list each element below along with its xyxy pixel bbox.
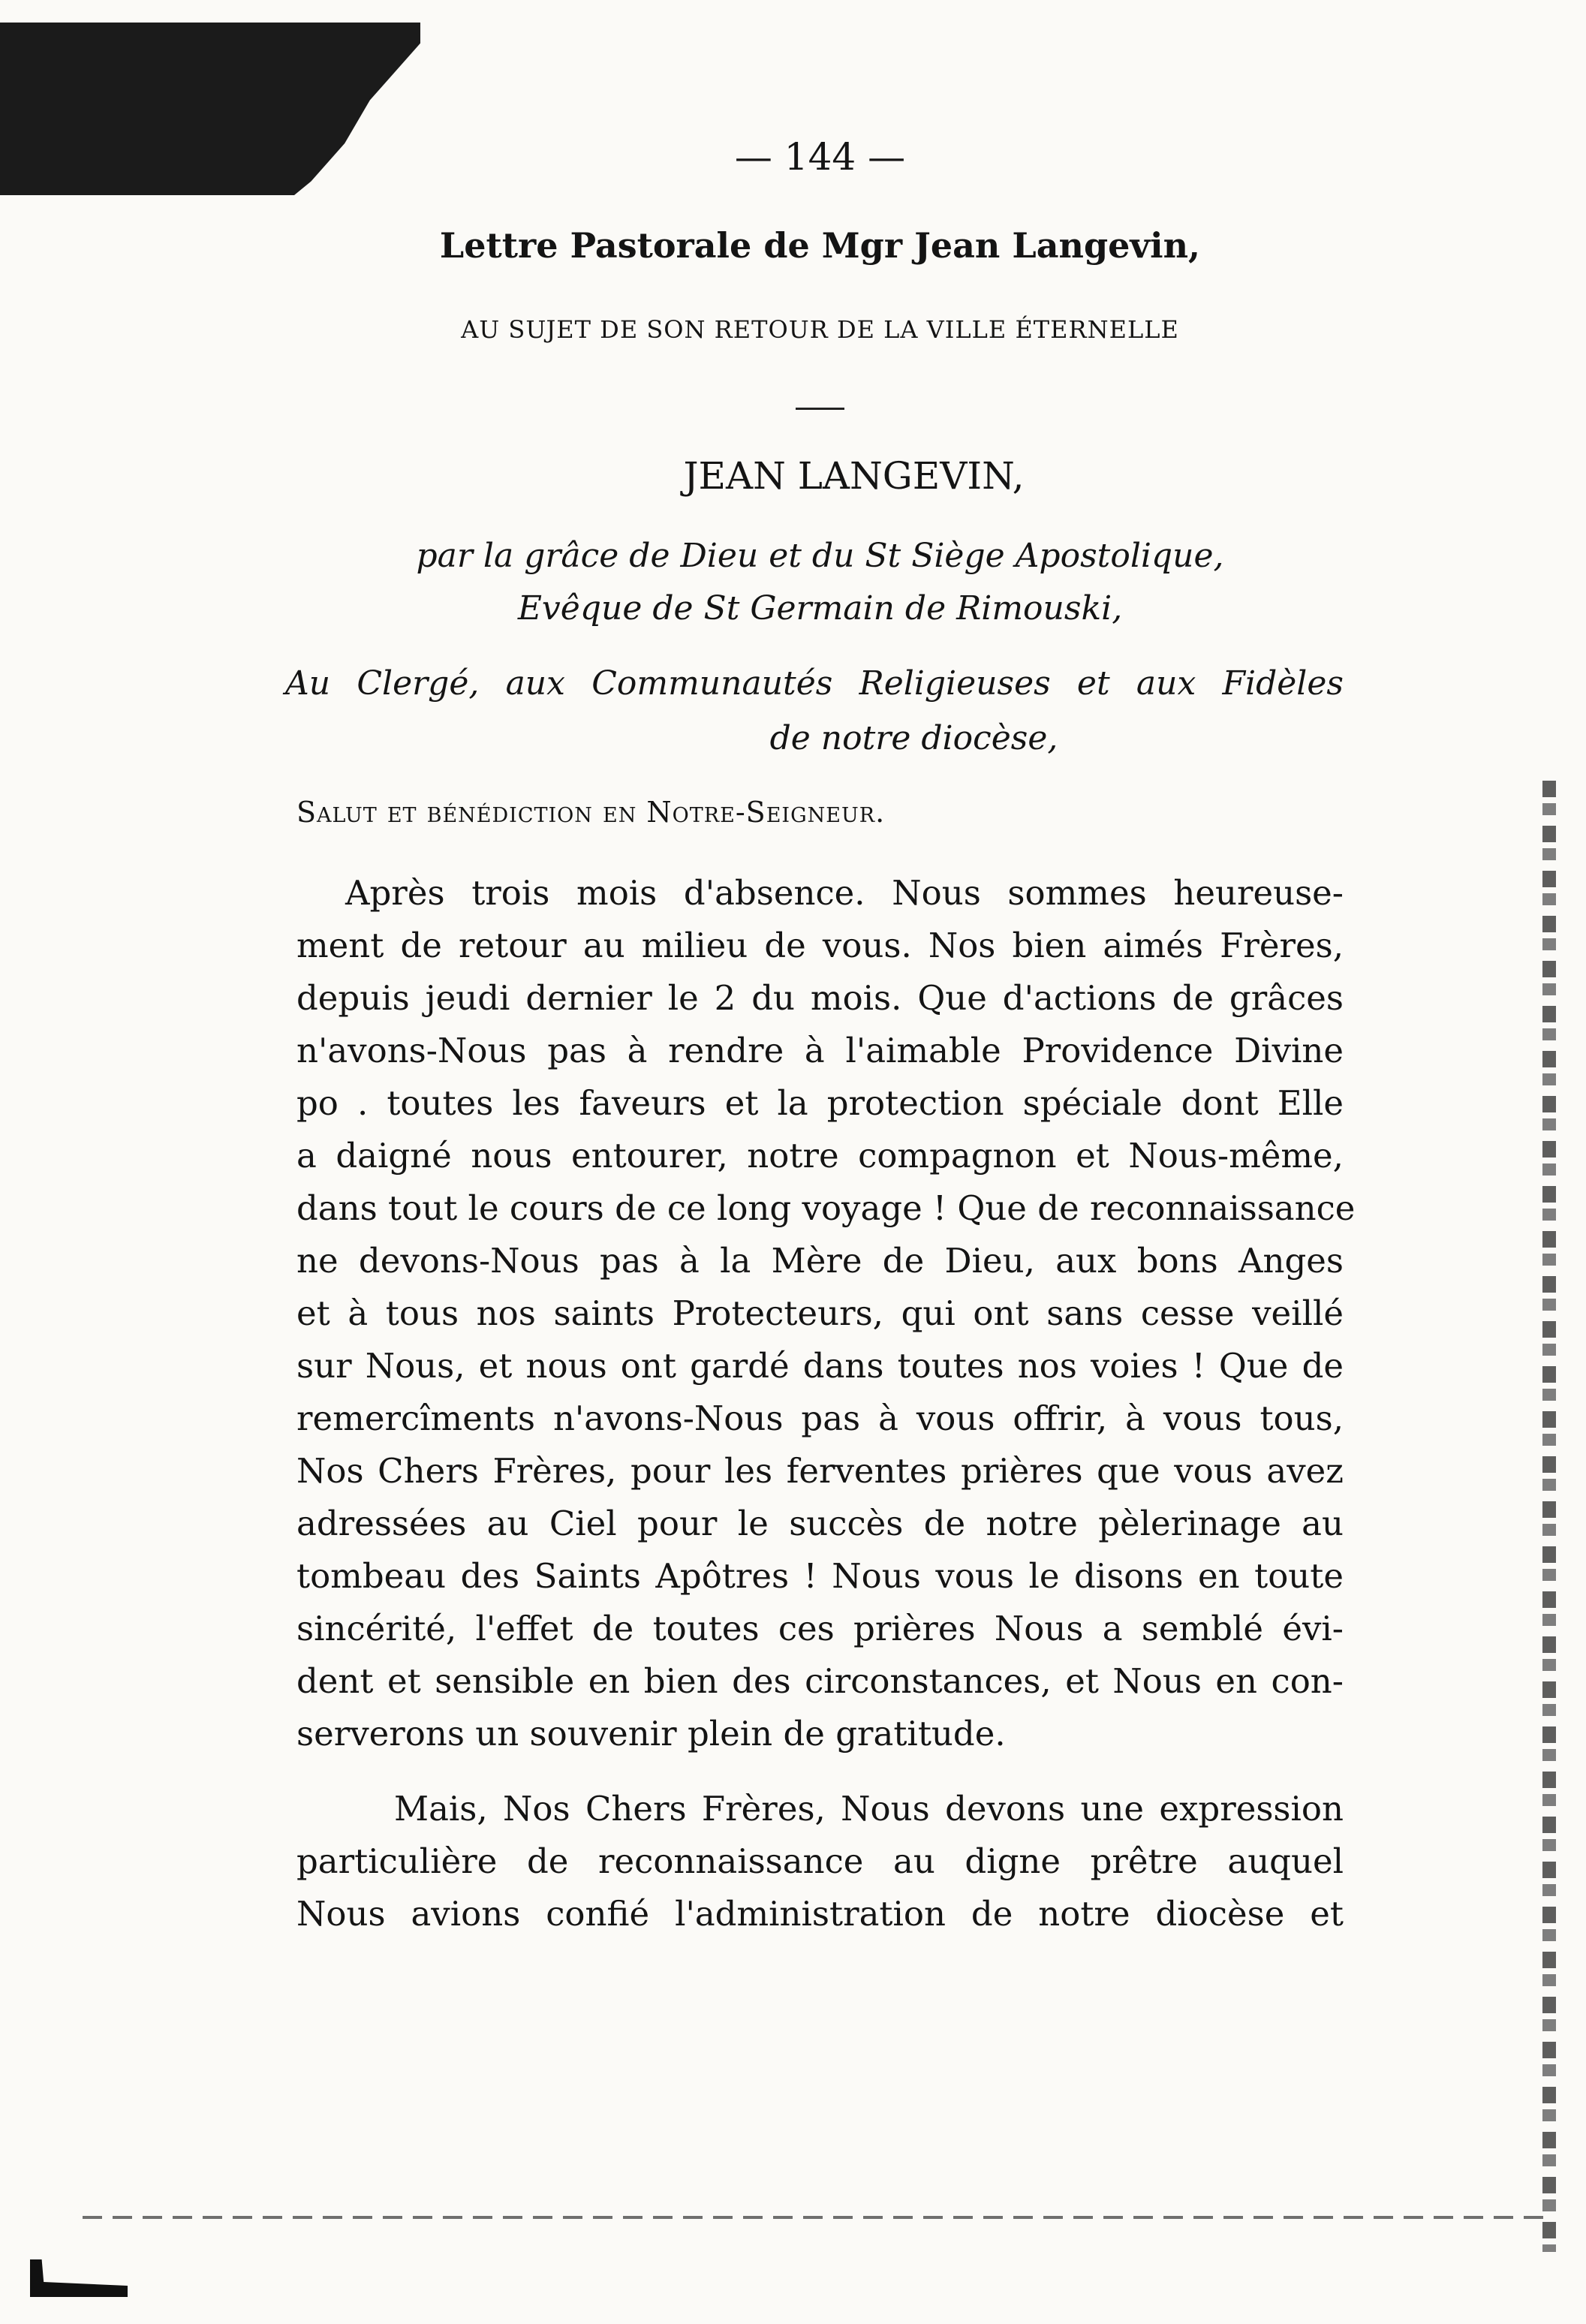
salutation: Salut et bénédiction en Notre-Seigneur. [296, 796, 886, 829]
letter-subheading: AU SUJET DE SON RETOUR DE LA VILLE ÉTERNELLE [461, 315, 1179, 344]
author-name: JEAN LANGEVIN, [683, 454, 1025, 498]
body-line: Mais, Nos Chers Frères, Nous devons une expression [394, 1789, 1344, 1829]
body-line: et à tous nos saints Protecteurs, qui ont sans cesse veillé [296, 1293, 1344, 1333]
body-line: particulière de reconnaissance au digne prêtre auquel [296, 1841, 1344, 1881]
body-line: adressées au Ciel pour le succès de notre pèlerinage au [296, 1504, 1344, 1543]
body-line: Nos Chers Frères, pour les ferventes prières que vous avez [296, 1451, 1344, 1491]
body-line: ment de retour au milieu de vous. Nos bien aimés Frères, [296, 926, 1344, 965]
scan-binding-edge [1542, 781, 1556, 2252]
body-line: po . toutes les faveurs et la protection spéciale dont Elle [296, 1083, 1344, 1123]
separator-rule [796, 408, 844, 410]
address-line: Au Clergé, aux Communautés Religieuses et aux Fidèles [285, 664, 1344, 703]
body-line: dent et sensible en bien des circonstances, et Nous en con- [296, 1661, 1344, 1701]
body-line: tombeau des Saints Apôtres ! Nous vous le disons en toute [296, 1556, 1344, 1596]
body-line: sur Nous, et nous ont gardé dans toutes nos voies ! Que de [296, 1346, 1344, 1386]
letter-heading: Lettre Pastorale de Mgr Jean Langevin, [439, 225, 1201, 266]
body-line: sincérité, l'effet de toutes ces prières Nous a semblé évi- [296, 1609, 1344, 1648]
body-line: dans tout le cours de ce long voyage ! Que de reconnaissance [296, 1188, 1356, 1228]
body-line: remercîments n'avons-Nous pas à vous offrir, à vous tous, [296, 1398, 1344, 1438]
title-line: Evêque de St Germain de Rimouski, [517, 589, 1123, 628]
body-line: depuis jeudi dernier le 2 du mois. Que d'actions de grâces [296, 978, 1344, 1018]
scan-corner-mark [30, 2259, 128, 2297]
body-line: n'avons-Nous pas à rendre à l'aimable Providence Divine [296, 1031, 1344, 1070]
title-line: par la grâce de Dieu et du St Siège Apostolique, [416, 537, 1224, 575]
scan-bottom-edge [83, 2216, 1554, 2219]
body-line: Après trois mois d'absence. Nous sommes heureuse- [345, 873, 1344, 913]
address-line: de notre diocèse, [769, 719, 1058, 757]
body-line: ne devons-Nous pas à la Mère de Dieu, aux bons Anges [296, 1241, 1344, 1281]
body-line: a daigné nous entourer, notre compagnon et Nous-même, [296, 1136, 1344, 1176]
body-line: serverons un souvenir plein de gratitude. [296, 1714, 1006, 1754]
page-number: — 144 — [734, 135, 906, 179]
body-line: Nous avions confié l'administration de notre diocèse et [296, 1894, 1344, 1934]
